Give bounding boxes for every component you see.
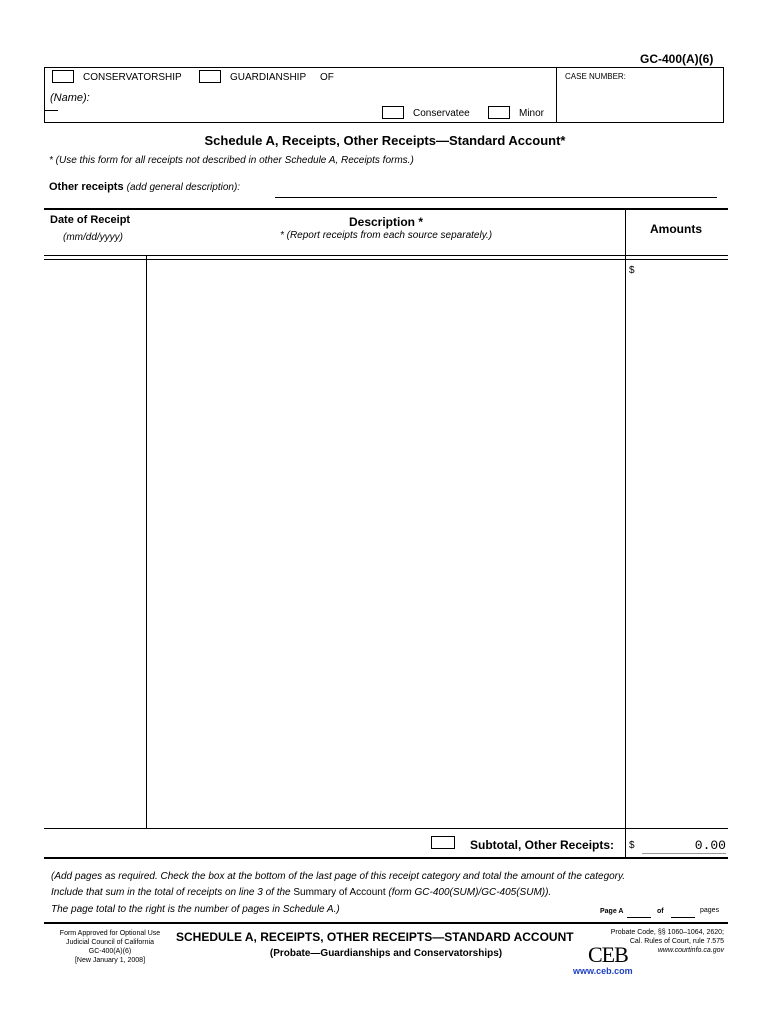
subtotal-value[interactable]: 0.00 — [694, 838, 726, 853]
date-column-divider — [146, 256, 147, 828]
subtotal-label: Subtotal, Other Receipts: — [470, 838, 615, 852]
case-number-label: CASE NUMBER: — [565, 72, 626, 81]
footer-subtitle: (Probate—Guardianships and Conservatorships) — [269, 948, 503, 959]
table-body-bottom — [44, 828, 728, 829]
subtotal-underline — [642, 853, 726, 854]
amount-column-divider — [625, 208, 626, 858]
name-tick — [44, 110, 58, 111]
instructions-text: Include that sum in the total of receipts on line 3 of the — [51, 887, 294, 898]
date-subheader: (mm/dd/yyyy) — [63, 232, 123, 243]
description-header: Description * — [348, 215, 423, 229]
subtotal-dollar-sign: $ — [629, 840, 635, 851]
table-bottom-border — [44, 857, 728, 859]
ceb-logo: CEB — [588, 942, 628, 967]
name-label: (Name): — [50, 92, 90, 104]
minor-checkbox[interactable] — [488, 106, 510, 119]
case-number-divider — [556, 67, 557, 123]
usage-note: * (Use this form for all receipts not described in other Schedule A, Receipts forms.) — [49, 155, 414, 166]
instructions-line-2 — [51, 887, 551, 898]
page-label: Page A — [600, 908, 624, 915]
page-number-field[interactable] — [627, 917, 651, 918]
revision-date: [New January 1, 2008] — [74, 957, 146, 964]
conservatee-label: Conservatee — [413, 108, 470, 119]
pages-label: pages — [700, 907, 720, 914]
guardianship-checkbox[interactable] — [199, 70, 221, 83]
ceb-link[interactable]: www.ceb.com — [573, 966, 633, 976]
form-approved-text: Form Approved for Optional Use — [59, 930, 161, 937]
instructions-line-1: (Add pages as required. Check the box at the bottom of the last page of this receipt category and total the amount of the category. — [51, 871, 626, 882]
conservatorship-label: CONSERVATORSHIP — [83, 72, 182, 83]
general-description-field[interactable] — [275, 197, 717, 198]
last-page-checkbox[interactable] — [431, 836, 455, 849]
footer-left — [40, 929, 180, 965]
minor-label: Minor — [519, 108, 545, 119]
rules-of-court-ref: Cal. Rules of Court, rule 7.575 — [629, 938, 724, 945]
probate-code-ref: Probate Code, §§ 1060–1064, 2620; — [610, 929, 724, 936]
of-label: OF — [320, 72, 334, 83]
date-header: Date of Receipt — [50, 214, 131, 226]
amounts-header: Amounts — [650, 222, 702, 236]
summary-of-account-ref: Summary of Account — [293, 887, 386, 898]
other-receipts-row — [49, 181, 240, 193]
footer-form-id: GC-400(A)(6) — [88, 948, 132, 955]
other-receipts-label: Other receipts — [49, 181, 124, 193]
other-receipts-hint: (add general description): — [126, 182, 241, 193]
footer-title: SCHEDULE A, RECEIPTS, OTHER RECEIPTS—STANDARD ACCOUNT — [176, 930, 574, 944]
courtinfo-link[interactable]: www.courtinfo.ca.gov — [657, 947, 724, 954]
form-id: GC-400(A)(6) — [640, 52, 714, 66]
instructions-text-end: (form GC-400(SUM)/GC-405(SUM)). — [385, 887, 552, 898]
conservatorship-checkbox[interactable] — [52, 70, 74, 83]
footer-rule — [44, 922, 728, 924]
description-subheader: * (Report receipts from each source separately.) — [279, 230, 493, 241]
guardianship-label: GUARDIANSHIP — [230, 72, 307, 83]
conservatee-checkbox[interactable] — [382, 106, 404, 119]
amount-dollar-sign: $ — [629, 265, 635, 276]
of-pages-label: of — [657, 908, 664, 915]
total-pages-field[interactable] — [671, 917, 695, 918]
instructions-line-3: The page total to the right is the number of pages in Schedule A.) — [51, 904, 340, 915]
page-title: Schedule A, Receipts, Other Receipts—Standard Account* — [204, 133, 566, 148]
judicial-council-text: Judicial Council of California — [66, 939, 154, 946]
